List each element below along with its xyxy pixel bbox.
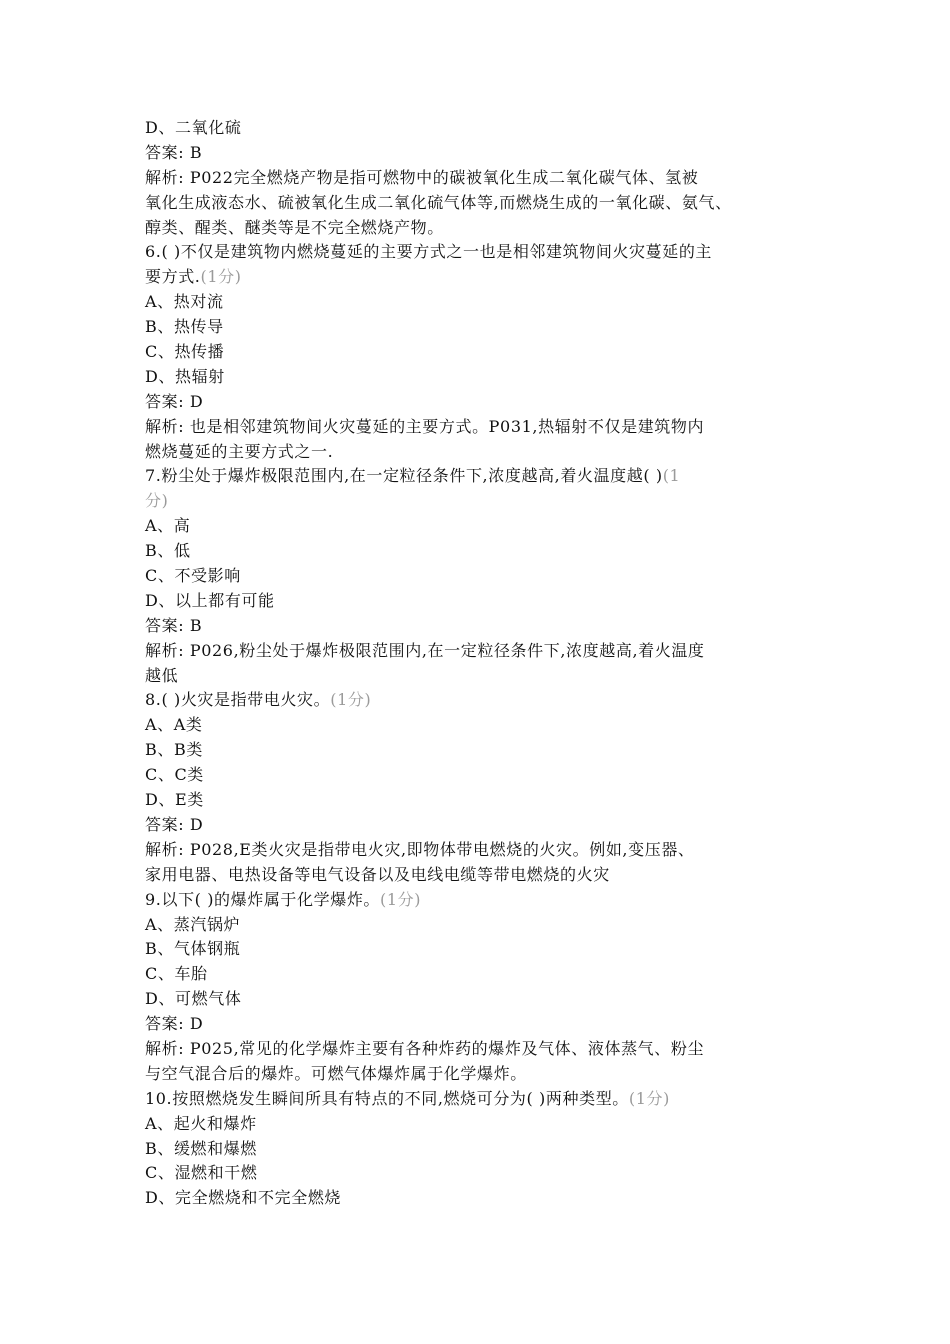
text-line [145, 415, 825, 440]
text-line [145, 1112, 825, 1137]
text-line [145, 838, 825, 863]
text-line [145, 116, 825, 141]
line-text: 氧化生成液态水、硫被氧化生成二氧化硫气体等,而燃烧生成的一氧化碳、氨气、 [145, 192, 732, 212]
line-text: A、蒸汽锅炉 [145, 914, 241, 934]
question-score: (1分) [200, 267, 242, 287]
line-text: B、缓燃和爆燃 [145, 1138, 257, 1158]
line-text: B、低 [145, 541, 191, 561]
line-text: 答案: D [145, 391, 204, 411]
text-line [145, 564, 825, 589]
text-line [145, 763, 825, 788]
text-line [145, 365, 825, 390]
text-line [145, 265, 825, 290]
line-text: B、B类 [145, 740, 203, 760]
line-text: 与空气混合后的爆炸。可燃气体爆炸属于化学爆炸。 [145, 1063, 527, 1083]
line-text: A、高 [145, 516, 191, 536]
text-line [145, 937, 825, 962]
text-line [145, 440, 825, 465]
question-score: (1分) [330, 690, 372, 710]
line-text: 8.( )火灾是指带电火灾。 [145, 690, 331, 710]
text-line [145, 290, 825, 315]
line-text: D、热辐射 [145, 366, 225, 386]
text-line [145, 1186, 825, 1211]
text-line [145, 464, 825, 489]
text-line [145, 614, 825, 639]
text-line [145, 1012, 825, 1037]
line-text: 答案: B [145, 142, 203, 162]
line-text: 答案: D [145, 1014, 204, 1034]
text-line [145, 788, 825, 813]
text-line [145, 514, 825, 539]
text-line [145, 738, 825, 763]
line-text: 10.按照燃烧发生瞬间所具有特点的不同,燃烧可分为( )两种类型。 [145, 1088, 629, 1108]
text-line [145, 639, 825, 664]
line-text: C、车胎 [145, 964, 208, 984]
text-line [145, 340, 825, 365]
text-line [145, 1037, 825, 1062]
text-line [145, 141, 825, 166]
question-score: (1 [662, 466, 681, 486]
text-line [145, 888, 825, 913]
text-line [145, 539, 825, 564]
line-text: 要方式. [145, 267, 201, 287]
text-line [145, 240, 825, 265]
line-text: 家用电器、电热设备等电气设备以及电线电缆等带电燃烧的火灾 [145, 864, 610, 884]
line-text: C、湿燃和干燃 [145, 1163, 258, 1183]
text-line [145, 589, 825, 614]
text-line [145, 863, 825, 888]
text-line [145, 1161, 825, 1186]
line-text: A、起火和爆炸 [145, 1113, 257, 1133]
text-line [145, 1062, 825, 1087]
text-line [145, 390, 825, 415]
text-line [145, 166, 825, 191]
text-line [145, 913, 825, 938]
document-body [145, 116, 825, 1211]
text-line [145, 1087, 825, 1112]
text-line [145, 813, 825, 838]
line-text: 7.粉尘处于爆炸极限范围内,在一定粒径条件下,浓度越高,着火温度越( ) [145, 466, 663, 486]
line-text: 越低 [145, 665, 179, 685]
line-text: 解析: P025,常见的化学爆炸主要有各种炸药的爆炸及气体、液体蒸气、粉尘 [145, 1038, 705, 1058]
line-text: 答案: D [145, 814, 204, 834]
text-line [145, 664, 825, 689]
line-text: D、可燃气体 [145, 989, 242, 1009]
line-text: A、A类 [145, 715, 203, 735]
text-line [145, 987, 825, 1012]
line-text: 解析: P026,粉尘处于爆炸极限范围内,在一定粒径条件下,浓度越高,着火温度 [145, 640, 705, 660]
line-text: D、二氧化硫 [145, 118, 242, 137]
question-score: (1分) [380, 889, 422, 909]
line-text: 燃烧蔓延的主要方式之一. [145, 441, 334, 461]
line-text: D、完全燃烧和不完全燃烧 [145, 1188, 342, 1208]
text-line [145, 216, 825, 241]
line-text: C、C类 [145, 765, 204, 785]
text-line [145, 962, 825, 987]
question-score: (1分) [628, 1088, 670, 1108]
text-line [145, 191, 825, 216]
text-line [145, 688, 825, 713]
line-text: 答案: B [145, 615, 203, 635]
text-line [145, 489, 825, 514]
line-text: 醇类、醒类、醚类等是不完全燃烧产物。 [145, 217, 444, 237]
text-line [145, 1137, 825, 1162]
text-line [145, 315, 825, 340]
line-text: 6.( )不仅是建筑物内燃烧蔓延的主要方式之一也是相邻建筑物间火灾蔓延的主 [145, 242, 713, 262]
line-text: 解析: P022完全燃烧产物是指可燃物中的碳被氧化生成二氧化碳气体、氢被 [145, 167, 699, 187]
line-text: 解析: 也是相邻建筑物间火灾蔓延的主要方式。P031,热辐射不仅是建筑物内 [145, 416, 705, 436]
line-text: D、以上都有可能 [145, 590, 275, 610]
line-text: C、热传播 [145, 342, 225, 362]
line-text: 解析: P028,E类火灾是指带电火灾,即物体带电燃烧的火灾。例如,变压器、 [145, 839, 695, 859]
line-text: B、热传导 [145, 317, 224, 337]
line-text: B、气体钢瓶 [145, 939, 241, 959]
line-text: C、不受影响 [145, 566, 241, 586]
question-score: 分) [145, 491, 169, 511]
line-text: A、热对流 [145, 292, 224, 312]
line-text: D、E类 [145, 790, 204, 810]
text-line [145, 713, 825, 738]
line-text: 9.以下( )的爆炸属于化学爆炸。 [145, 889, 381, 909]
